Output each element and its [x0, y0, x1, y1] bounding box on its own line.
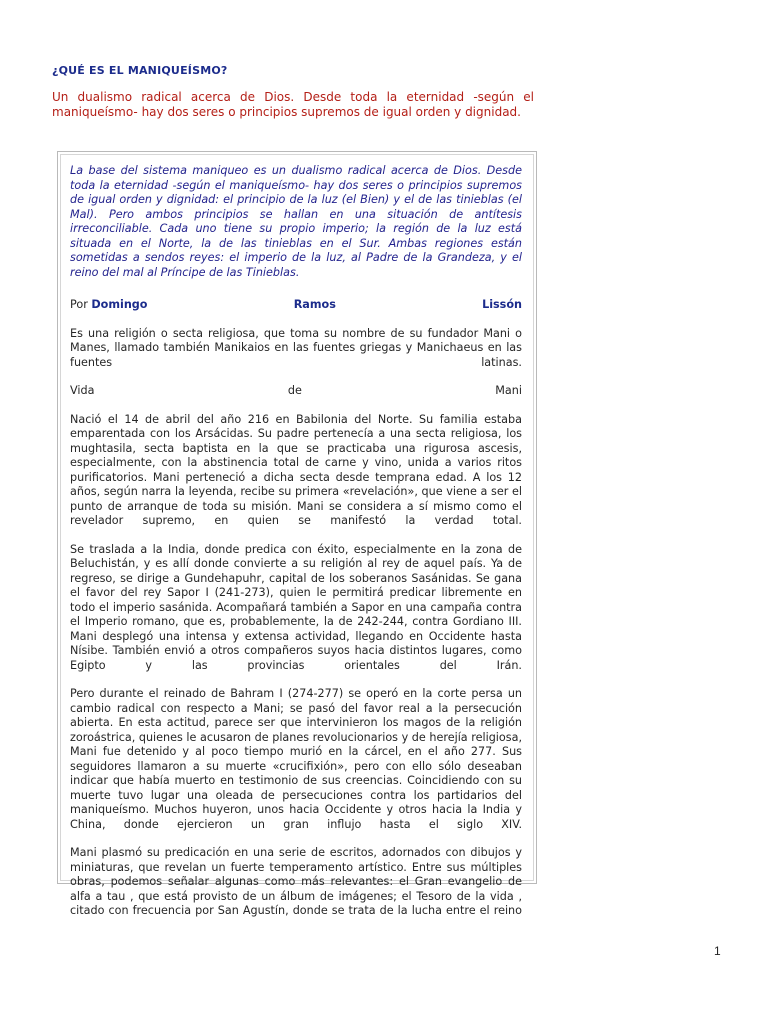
section-heading	[70, 384, 522, 399]
article-frame	[57, 151, 537, 917]
section-heading-word-1: Vida	[70, 384, 95, 397]
paragraph-4: Pero durante el reinado de Bahram I (274-277) se operó en la corte persa un cambio radical con respecto a Mani; se pasó del favor real a la persecución abierta. En esta actitud, parece ser que intervinieron los magos de la religión zoroástrica, quienes le acusaron de planes revolucionarios y de herejía religiosa, Mani fue detenido y al poco tiempo murió en la cárcel, en el año 277. Sus seguidores llamaron a su muerte «crucifixión», pero con ello sólo deseaban indicar que había muerto en testimonio de sus creencias. Coincidiendo con su muerte tuvo lugar una oleada de persecuciones contra los partidarios del maniqueísmo. Muchos huyeron, unos hacia Occidente y otros hacia la India y China, donde ejercieron un gran influjo hasta el siglo XIV.	[70, 687, 522, 831]
section-heading-word-2: de	[287, 384, 302, 397]
author-last-name: Lissón	[482, 298, 522, 311]
byline-prefix: Por	[70, 298, 88, 311]
paragraph-2: Nació el 14 de abril del año 216 en Babilonia del Norte. Su familia estaba emparentada con los Arsácidas. Su padre pertenecía a una secta religiosa, los mughtasila, secta baptista en la que se practicaba una rigurosa ascesis, especialmente, con la abstinencia total de carne y vino, unida a varios ritos purificatorios. Mani perteneció a dicha secta desde temprana edad. A los 12 años, según narra la leyenda, recibe su primera «revelación», que viene a ser el punto de arranque de toda su misión. Mani se considera a sí mismo como el revelador supremo, en quien se manifestó la verdad total.	[70, 412, 522, 527]
quote-paragraph: La base del sistema maniqueo es un dualismo radical acerca de Dios. Desde toda la eternidad -según el maniqueísmo- hay dos seres o principios supremos de igual orden y dignidad: el principio de la luz (el Bien) y el de las tinieblas (el Mal). Pero ambos principios se hallan en una situación de antítesis irreconciliable. Cada uno tiene su propio imperio; la región de la luz está situada en el Norte, la de las tinieblas en el Sur. Ambas regiones están sometidas a sendos reyes: el imperio de la luz, al Padre de la Grandeza, y el reino del mal al Príncipe de las Tinieblas.	[70, 164, 522, 279]
author-first-name: Domingo	[91, 298, 148, 311]
article-body	[70, 164, 522, 919]
paragraph-5: Mani plasmó su predicación en una serie de escritos, adornados con dibujos y miniaturas, que revelan un fuerte temperamento artístico. Entre sus múltiples obras, podemos señalar algunas como más relevantes: el Gran evangelio de alfa a tau , que está provisto de un álbum de imágenes; el Tesoro de la vida , citado con frecuencia por San Agustín, donde se trata de la lucha entre el reino	[70, 846, 522, 917]
section-heading-word-3: Mani	[495, 384, 522, 397]
author-middle-name: Ramos	[293, 298, 336, 311]
byline-prefix-and-first	[70, 298, 147, 313]
page-title: ¿QUÉ ES EL MANIQUEÍSMO?	[52, 64, 228, 77]
page-number: 1	[714, 944, 721, 958]
paragraph-1: Es una religión o secta religiosa, que toma su nombre de su fundador Mani o Manes, llamado también Manikaios en las fuentes griegas y Manichaeus en las fuentes latinas.	[70, 326, 522, 369]
paragraph-3: Se traslada a la India, donde predica con éxito, especialmente en la zona de Beluchistán, y es allí donde convierte a su religión al rey de aquel país. Ya de regreso, se dirige a Gundehapuhr, capital de los soberanos Sasánidas. Se gana el favor del rey Sapor I (241-273), quien le permitirá predicar libremente en todo el imperio sasánida. Acompañará también a Sapor en una campaña contra el Imperio romano, que es, probablemente, la de 242-244, contra Gordiano III. Mani desplegó una intensa y extensa actividad, llegando en Occidente hasta Nísibe. También envió a otros compañeros suyos hacia distintos lugares, como Egipto y las provincias orientales del Irán.	[70, 542, 522, 672]
byline	[70, 298, 522, 313]
intro-summary: Un dualismo radical acerca de Dios. Desde toda la eternidad -según el maniqueísmo- hay dos seres o principios supremos de igual orden y dignidad.	[52, 90, 534, 119]
